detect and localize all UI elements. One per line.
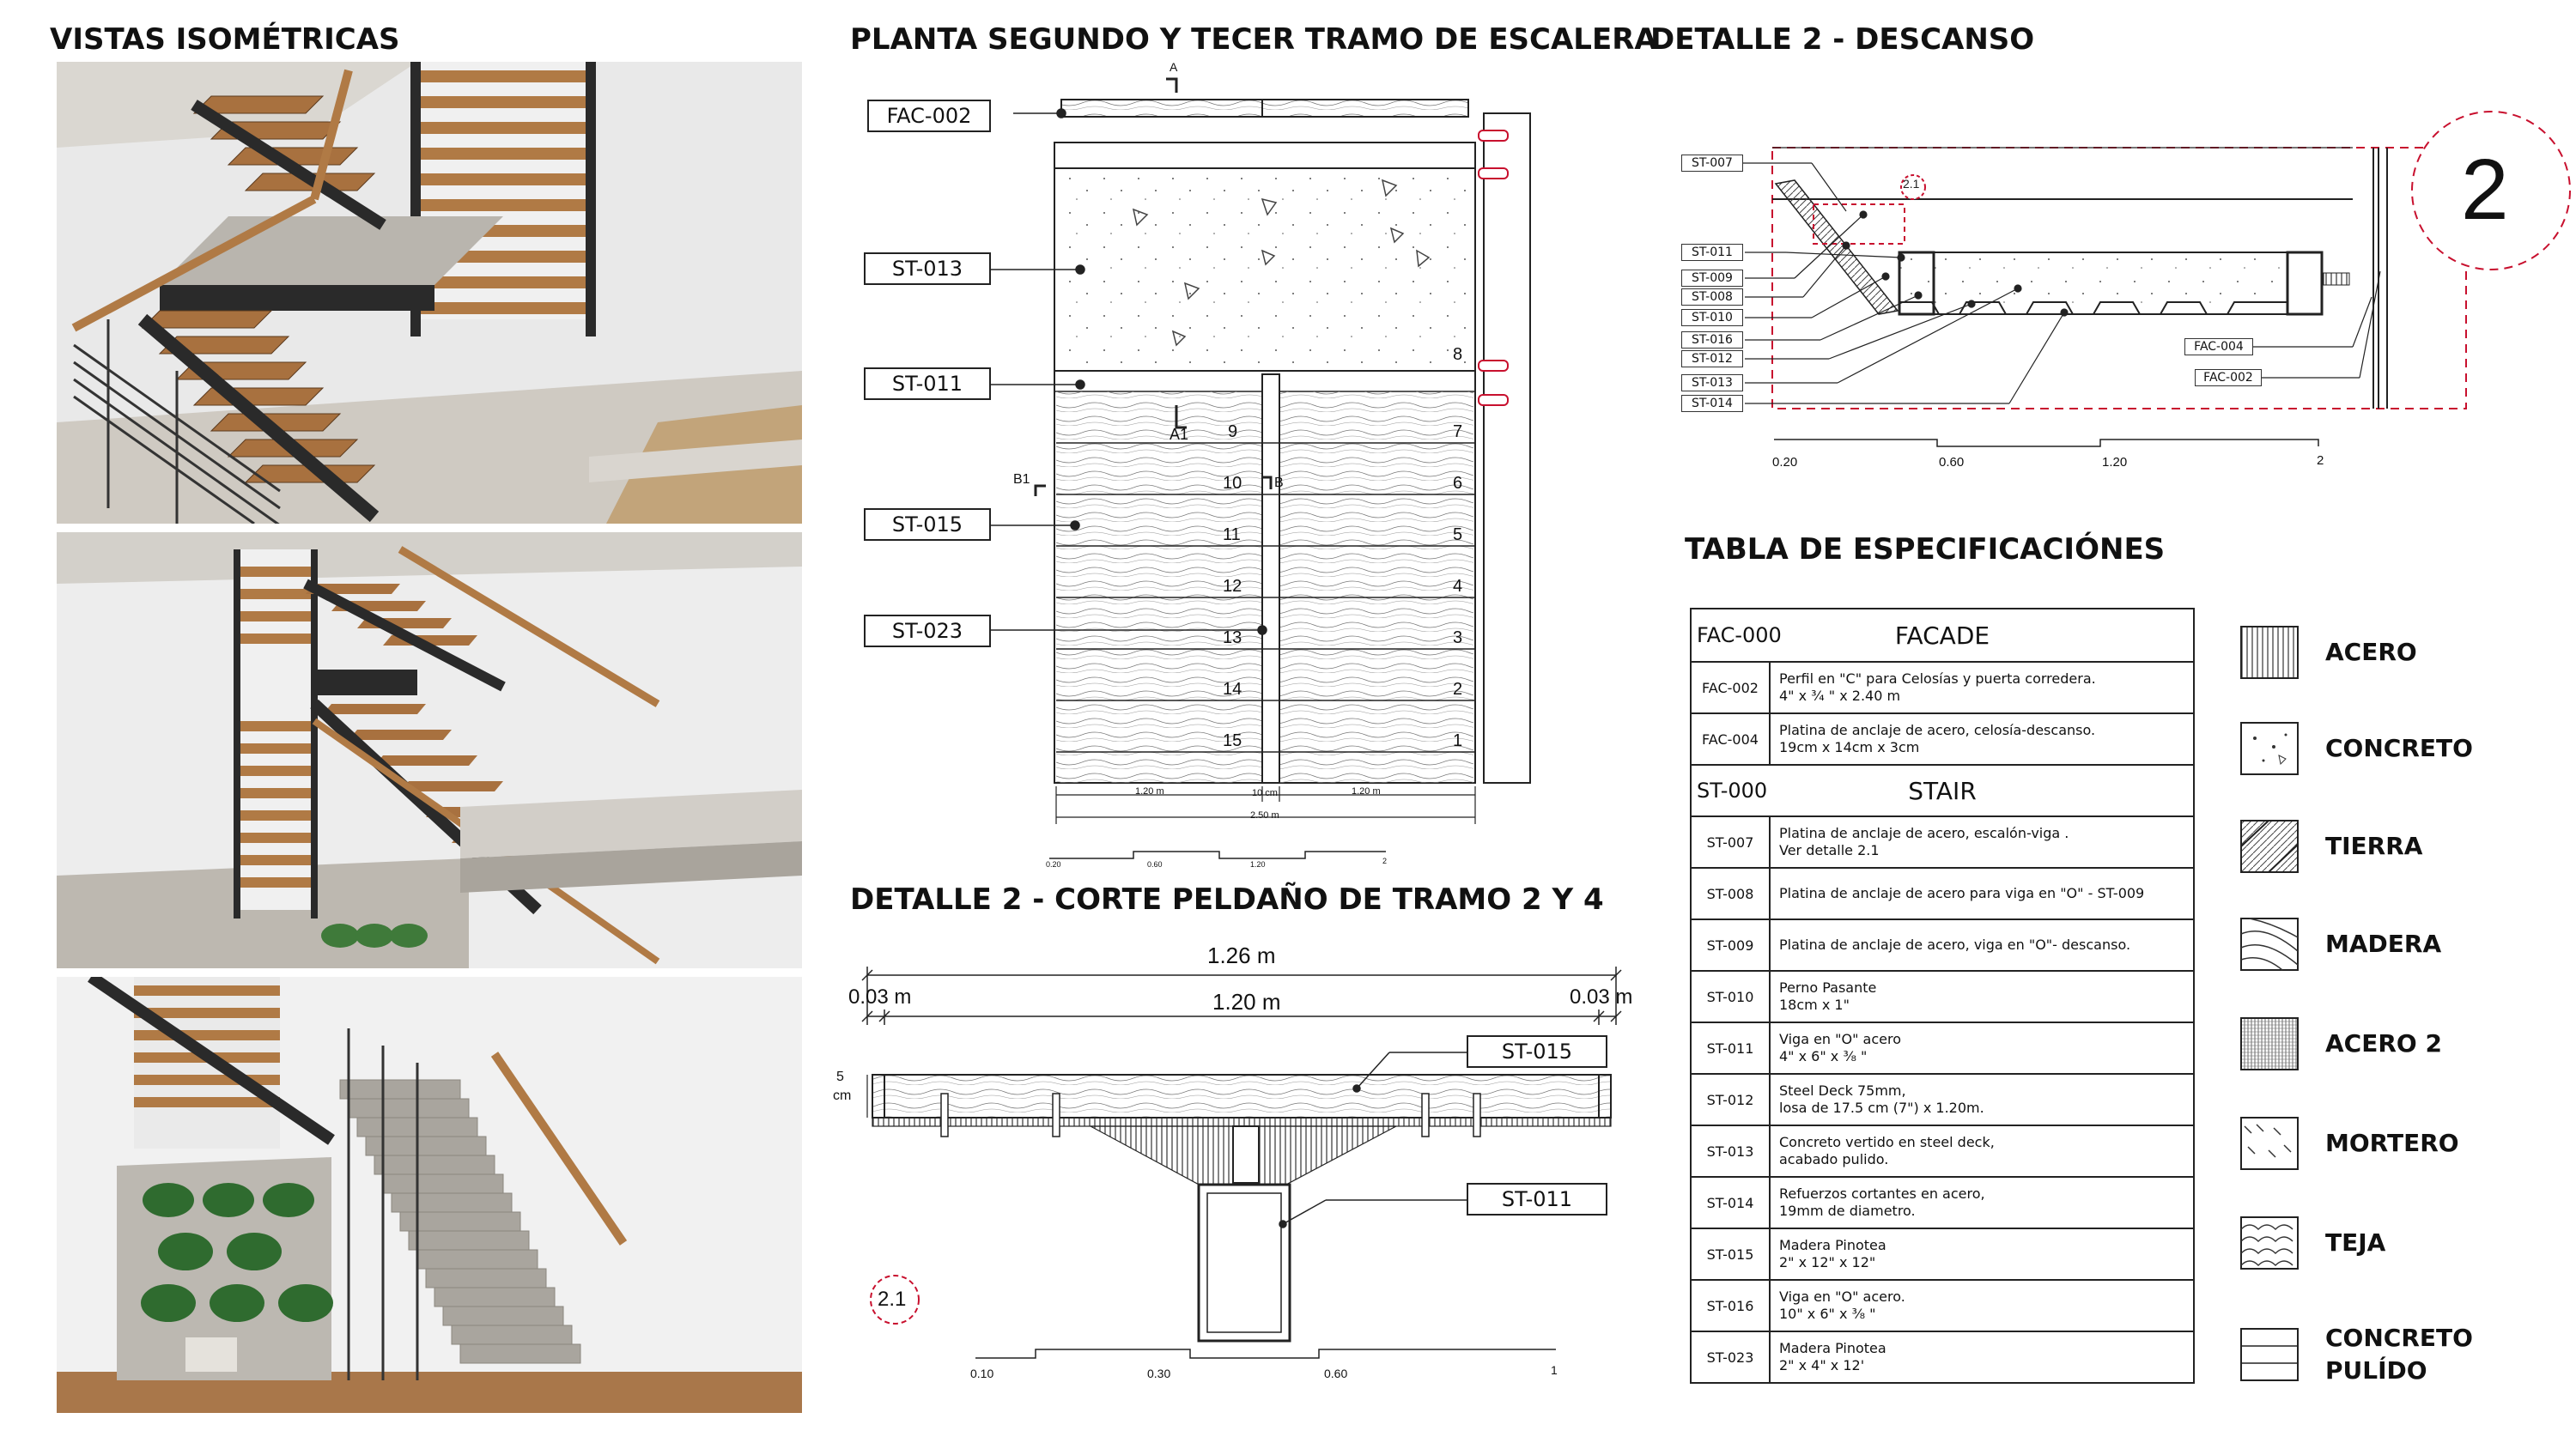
spec-desc-line: Perfil en "C" para Celosías y puerta corredera. [1779,670,2096,687]
spec-desc [1771,1075,2193,1125]
landing-tag-st-013: ST-013 [1681,374,1743,391]
spec-code: ST-014 [1692,1178,1771,1228]
step-number: 9 [1228,422,1238,441]
plan-tag-st-023: ST-023 [864,615,991,647]
plan-dim-total: 2.50 m [1250,810,1279,821]
spec-section-stair [1692,764,2193,815]
spec-desc [1771,1229,2193,1279]
landing-tag-st-008: ST-008 [1681,288,1743,306]
step-number: 14 [1223,680,1242,699]
spec-table [1690,608,2195,1384]
legend-label: TIERRA [2325,832,2423,860]
spec-desc-line: 2" x 12" x 12" [1779,1254,1876,1270]
plan-heading: PLANTA SEGUNDO Y TECER TRAMO DE ESCALERA [850,22,1657,57]
spec-desc [1771,1023,2193,1073]
step-number: 11 [1223,525,1241,544]
legend-acero2 [2239,1016,2442,1071]
legend-label: CONCRETO [2325,734,2473,762]
teja-swatch [2239,1216,2300,1270]
section-mark-b: B [1274,476,1284,490]
step-scale-label: 0.10 [970,1367,994,1380]
spec-section-code: FAC-000 [1697,623,1782,647]
step-detail-drawing [862,967,1621,1358]
legend-label: TEJA [2325,1228,2386,1257]
spec-code: ST-008 [1692,869,1771,919]
section-mark-b1: B1 [1013,472,1030,487]
spec-row [1692,712,2193,764]
spec-desc [1771,920,2193,970]
spec-code: ST-007 [1692,817,1771,867]
step-scale-label: 1 [1551,1363,1558,1377]
spec-row [1692,970,2193,1022]
landing-scale-label: 1.20 [2102,455,2128,470]
step-tag-st-011: ST-011 [1467,1183,1607,1216]
spec-row [1692,661,2193,712]
spec-desc-line: Platina de anclaje de acero para viga en "O" - ST-009 [1779,885,2145,901]
spec-desc-line: Viga en "O" acero [1779,1031,1902,1047]
spec-code: ST-010 [1692,972,1771,1022]
spec-desc-line: acabado pulido. [1779,1151,1889,1167]
spec-row [1692,867,2193,919]
step-number: 10 [1223,474,1242,493]
step-number: 5 [1453,525,1463,544]
plan-scale-label: 1.20 [1250,860,1266,869]
step-scale-label: 0.60 [1324,1367,1348,1380]
spec-desc-line: Platina de anclaje de acero, escalón-viga . [1779,825,2069,841]
landing-scale-label: 0.60 [1939,455,1965,470]
spec-desc-line: Madera Pinotea [1779,1237,1886,1253]
spec-desc-line: 19cm x 14cm x 3cm [1779,739,1920,755]
plan-tag-st-013: ST-013 [864,252,991,285]
step-number: 7 [1453,422,1463,441]
plan-dim-left: 1.20 m [1135,786,1164,797]
legend-label: ACERO 2 [2325,1029,2442,1058]
spec-desc [1771,869,2193,919]
mortero-swatch [2239,1116,2300,1171]
landing-tag-st-014: ST-014 [1681,395,1743,412]
section-mark-a: A [1170,60,1178,74]
step-dim-center: 1.20 m [1212,989,1281,1015]
concreto-swatch [2239,721,2300,776]
spec-section-facade [1692,609,2193,661]
plan-dim-right: 1.20 m [1352,786,1381,797]
spec-desc-line: Platina de anclaje de acero, celosía-descanso. [1779,722,2096,738]
plan-scale-label: 0.60 [1147,860,1163,869]
landing-scale-label: 0.20 [1772,455,1798,470]
legend-tierra [2239,819,2422,874]
spec-table-heading: TABLA DE ESPECIFICACIÓNES [1685,532,2166,567]
legend-label: MADERA [2325,930,2442,958]
plan-tag-st-015: ST-015 [864,508,991,541]
step-number: 4 [1453,577,1463,596]
spec-desc [1771,1178,2193,1228]
spec-code: ST-009 [1692,920,1771,970]
spec-desc-line: Concreto vertido en steel deck, [1779,1134,1995,1150]
spec-desc-line: 2" x 4" x 12' [1779,1357,1865,1373]
spec-code: ST-013 [1692,1126,1771,1176]
madera-swatch [2239,917,2300,972]
spec-desc-line: Viga en "O" acero. [1779,1288,1905,1305]
spec-desc-line: losa de 17.5 cm (7") x 1.20m. [1779,1100,1984,1116]
spec-code: ST-011 [1692,1023,1771,1073]
landing-tag-st-009: ST-009 [1681,270,1743,287]
legend-madera [2239,917,2441,972]
concreto-pulido-swatch [2239,1327,2300,1382]
legend-mortero [2239,1116,2459,1171]
spec-desc-line: Perno Pasante [1779,979,1877,996]
acero2-swatch [2239,1016,2300,1071]
landing-detail-drawing [1743,112,2570,446]
legend-label-line: PULÍDO [2325,1356,2427,1385]
legend-acero [2239,625,2417,680]
landing-tag-fac-004: FAC-004 [2184,338,2253,355]
step-number: 6 [1453,474,1463,493]
spec-desc [1771,1281,2193,1331]
landing-detail-heading: DETALLE 2 - DESCANSO [1650,22,2035,57]
legend-concreto-pulido [2239,1322,2473,1387]
spec-section-code: ST-000 [1697,779,1768,803]
spec-row [1692,1331,2193,1382]
step-number: 13 [1223,628,1242,647]
spec-row [1692,815,2193,867]
landing-tag-st-010: ST-010 [1681,309,1743,326]
plan-scale-label: 0.20 [1046,860,1061,869]
spec-desc [1771,972,2193,1022]
landing-tag-st-016: ST-016 [1681,331,1743,349]
step-number: 15 [1223,731,1242,750]
step-dim-total: 1.26 m [1207,943,1276,968]
spec-desc-line: 19mm de diametro. [1779,1203,1916,1219]
step-number: 2 [1453,680,1463,699]
spec-code: FAC-002 [1692,663,1771,712]
legend-teja [2239,1216,2385,1270]
spec-row [1692,1228,2193,1279]
step-dim-height: 5 [836,1070,844,1084]
tierra-swatch [2239,819,2300,874]
plan-scale-label: 2 [1382,857,1388,865]
plan-dim-center: 10 cm [1252,788,1278,798]
spec-desc [1771,817,2193,867]
spec-row [1692,1279,2193,1331]
spec-desc-line: 4" x 6" x ³⁄₈ " [1779,1048,1868,1064]
spec-section-name: FACADE [1894,621,1990,650]
spec-desc [1771,1332,2193,1382]
spec-code: FAC-004 [1692,714,1771,764]
spec-row [1692,1125,2193,1176]
spec-desc [1771,714,2193,764]
spec-desc-line: Ver detalle 2.1 [1779,842,1880,858]
spec-desc [1771,663,2193,712]
spec-desc-line: Refuerzos cortantes en acero, [1779,1185,1985,1202]
landing-tag-st-011: ST-011 [1681,244,1743,261]
spec-code: ST-015 [1692,1229,1771,1279]
plan-tag-fac-002: FAC-002 [867,100,991,132]
acero-swatch [2239,625,2300,680]
landing-detail-number: 2 [2461,142,2509,238]
landing-tag-st-007: ST-007 [1681,155,1743,172]
spec-row [1692,1022,2193,1073]
step-dim-height-unit: cm [833,1088,852,1103]
step-number: 12 [1223,577,1242,596]
spec-desc [1771,1126,2193,1176]
spec-section-name: STAIR [1908,776,1977,805]
spec-desc-line: 4" x ³⁄₄ " x 2.40 m [1779,688,1901,704]
plan-drawing [991,79,1530,858]
landing-tag-fac-002: FAC-002 [2195,369,2262,386]
spec-row [1692,919,2193,970]
step-scale-label: 0.30 [1147,1367,1171,1380]
landing-tag-st-012: ST-012 [1681,350,1743,367]
spec-code: ST-016 [1692,1281,1771,1331]
landing-scale-label: 2 [2317,453,2324,468]
landing-callout-2-1: 2.1 [1903,177,1920,191]
step-dim-left: 0.03 m [848,985,912,1009]
spec-desc-line: Madera Pinotea [1779,1340,1886,1356]
step-dim-right: 0.03 m [1570,985,1633,1009]
spec-desc-line: Platina de anclaje de acero, viga en "O"- descanso. [1779,937,2131,953]
spec-desc-line: 18cm x 1" [1779,997,1850,1013]
legend-label: MORTERO [2325,1129,2459,1157]
spec-row [1692,1073,2193,1125]
step-number: 3 [1453,628,1463,647]
spec-code: ST-023 [1692,1332,1771,1382]
legend-label-line: CONCRETO [2325,1324,2473,1352]
legend-label: ACERO [2325,638,2417,666]
plan-tag-st-011: ST-011 [864,367,991,400]
spec-desc-line: Steel Deck 75mm, [1779,1082,1906,1099]
step-tag-st-015: ST-015 [1467,1035,1607,1068]
spec-row [1692,1176,2193,1228]
spec-desc-line: 10" x 6" x ³⁄₈ " [1779,1306,1876,1322]
isometric-views-heading: VISTAS ISOMÉTRICAS [50,22,400,57]
legend-label [2325,1322,2473,1387]
legend-concreto [2239,721,2473,776]
step-detail-heading: DETALLE 2 - CORTE PELDAÑO DE TRAMO 2 Y 4 [850,882,1604,917]
spec-code: ST-012 [1692,1075,1771,1125]
section-mark-a1: A1 [1170,426,1189,443]
step-callout-2-1: 2.1 [878,1288,907,1311]
step-number: 1 [1453,731,1463,750]
step-number: 8 [1453,345,1463,364]
